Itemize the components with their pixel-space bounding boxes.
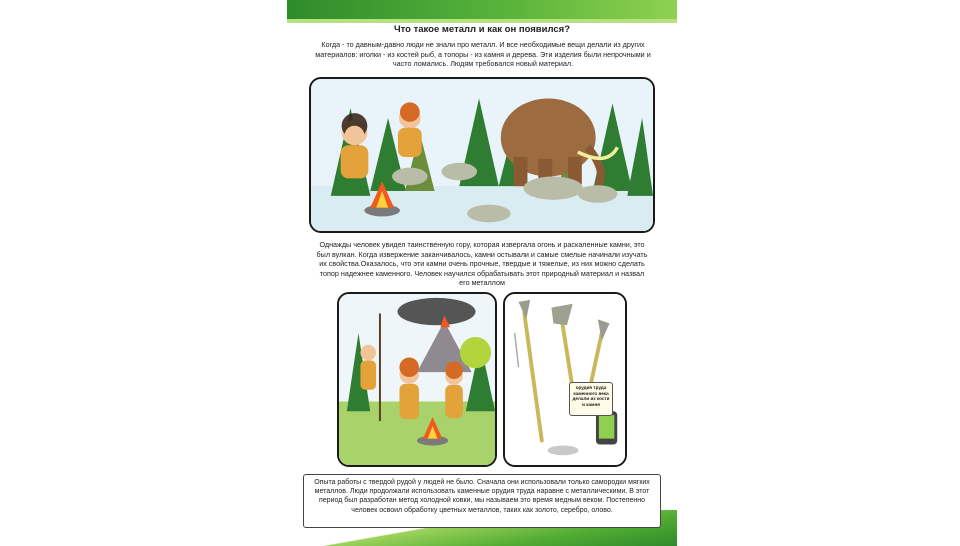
middle-paragraph: Однажды человек увидел таинственную гору, которая извергала огонь и раскаленные камни, это был вулкан. Когда извержение заканчивалось, камни остывали и самые смелые начинали изучать их свойства.Оказалось, что эти камни очень прочные, твердые и тяжелые, из них можно сделать топор надежнее каменного. Человек научился обрабатывать этот природный материал и назвал его металлом xyxy=(316,240,648,288)
document-page xyxy=(287,0,677,546)
bottom-paragraph-box: Опыта работы с твердой рудой у людей не было. Сначала они использовали только самородки мягких металлов. Люди продолжали использовать каменные орудия труда наравне с металлическими. В этот период был разработан метод холодной ковки, мы называем это время медным веком. Постепенно человек освоил обработку цветных металлов, таких как золото, серебро, олово. xyxy=(303,474,661,528)
tools-callout: орудия труда каменного века делали из кости и камня xyxy=(569,382,613,416)
top-green-band xyxy=(287,0,677,20)
illustration-cavemen-mammoth xyxy=(309,77,655,233)
intro-paragraph: Когда - то давным-давно люди не знали про металл. И все необходимые вещи делали из других материалов: иголки - из костей рыб, а топоры - из камня и дерева. Эти изделия были непрочными и часто ломались. Людям требовался новый материал. xyxy=(315,40,651,69)
illustration-stone-tools xyxy=(503,292,627,467)
illustration-volcano-cavemen xyxy=(337,292,497,467)
page-title: Что такое металл и как он появился? xyxy=(393,24,571,35)
mammoth-scene-image xyxy=(311,79,653,231)
stone-tools-image xyxy=(505,294,625,465)
volcano-scene-image xyxy=(339,294,495,465)
